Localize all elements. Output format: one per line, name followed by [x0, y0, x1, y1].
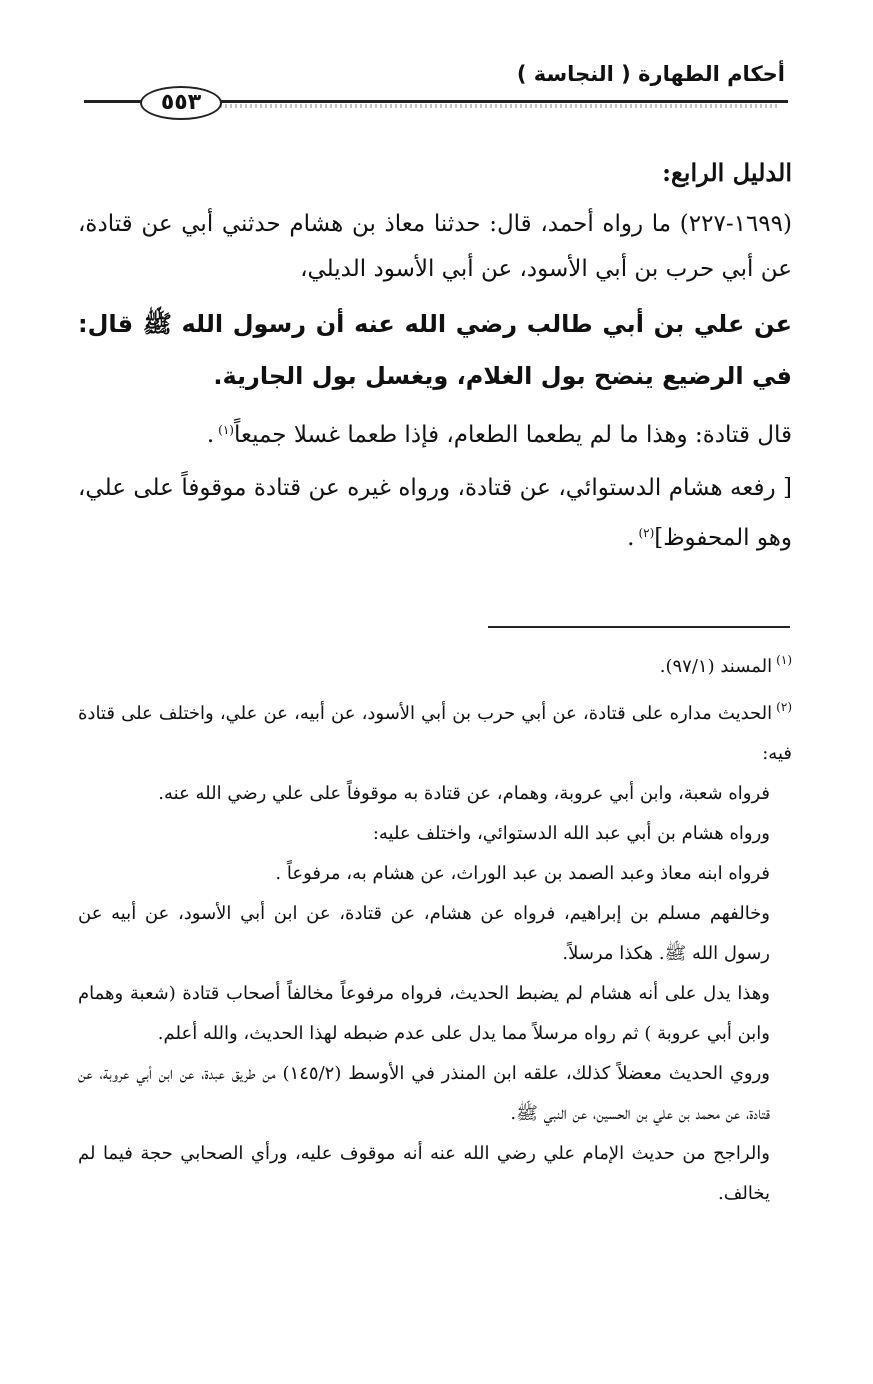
main-text [78, 148, 792, 561]
grading-text: [ رفعه هشام الدستوائي، عن قتادة، ورواه غيره عن قتادة موقوفاً على علي، وهو المحفوظ] [78, 475, 792, 551]
footnote-1-marker: (١) [776, 653, 792, 667]
footnote-2-marker: (٢) [776, 700, 792, 714]
footnotes [78, 640, 792, 1214]
footnote-1 [78, 640, 792, 687]
footnote-separator [488, 626, 790, 628]
footnote-ref-2: (٢) [638, 526, 655, 540]
footnote-2-line: فرواه شعبة، وابن أبي عروبة، وهمام، عن قتادة به موقوفاً على علي رضي الله عنه. [158, 783, 770, 804]
section-heading: الدليل الرابع: [662, 158, 792, 187]
footnote-2-line: وهذا يدل على أنه هشام لم يضبط الحديث، فرواه مرفوعاً مخالفاً أصحاب قتادة (شعبة وهمام وابن أبي عروبة ) ثم رواه مرسلاً مما يدل على عدم ضبطه لهذا الحديث، والله أعلم. [78, 983, 770, 1044]
footnote-2-line: وخالفهم مسلم بن إبراهيم، فرواه عن هشام، عن قتادة، عن ابن أبي الأسود، عن أبيه عن رسول الله ﷺ. هكذا مرسلاً. [78, 903, 770, 964]
footnote-2-line: فرواه ابنه معاذ وعبد الصمد بن عبد الوراث، عن هشام به، مرفوعاً . [275, 863, 770, 884]
qatada-text: قال قتادة: وهذا ما لم يطعما الطعام، فإذا طعما غسلا جميعاً [233, 422, 792, 448]
footnote-2-line: والراجح من حديث الإمام علي رضي الله عنه أنه موقوف عليه، ورأي الصحابي حجة فيما لم يخالف. [78, 1143, 770, 1204]
isnad-paragraph: (١٦٩٩-٢٢٧) ما رواه أحمد، قال: حدثنا معاذ بن هشام حدثني أبي عن قتادة، عن أبي حرب بن أبي الأسود، عن أبي الأسود الديلي، [78, 211, 792, 282]
running-header-title: أحكام الطهارة ( النجاسة ) [516, 62, 785, 86]
page-number: ٥٥٣ [140, 86, 222, 120]
footnote-2-line: ورواه هشام بن أبي عبد الله الدستوائي، واختلف عليه: [372, 823, 770, 844]
qatada-paragraph: قال قتادة: وهذا ما لم يطعما الطعام، فإذا طعما غسلا جميعاً$^{(١)}$. [206, 422, 792, 448]
hadith-text: عن علي بن أبي طالب رضي الله عنه أن رسول الله ﷺ قال: في الرضيع ينضح بول الغلام، ويغسل بول الجارية. [78, 310, 792, 390]
header-rule-texture [220, 104, 780, 108]
footnote-2-line: وروي الحديث معضلاً كذلك، علقه ابن المنذر في الأوسط (١٤٥/٢) من طريق عبدة، عن ابن أبي عروبة، عن قتادة، عن محمد بن علي بن الحسين، عن النبي ﷺ. [78, 1063, 770, 1124]
footnote-2-line [78, 687, 792, 774]
footnote-ref-1: (١) [218, 423, 234, 437]
footnote-2-text: الحديث مداره على قتادة، عن أبي حرب بن أبي الأسود، عن أبيه، عن علي، واختلف على قتادة فيه: [78, 703, 792, 764]
footnote-1-text: المسند (٩٧/١). [659, 656, 773, 677]
grading-paragraph: [ رفعه هشام الدستوائي، عن قتادة، ورواه غيره عن قتادة موقوفاً على علي، وهو المحفوظ]$^{(٢)}$. [78, 475, 792, 551]
